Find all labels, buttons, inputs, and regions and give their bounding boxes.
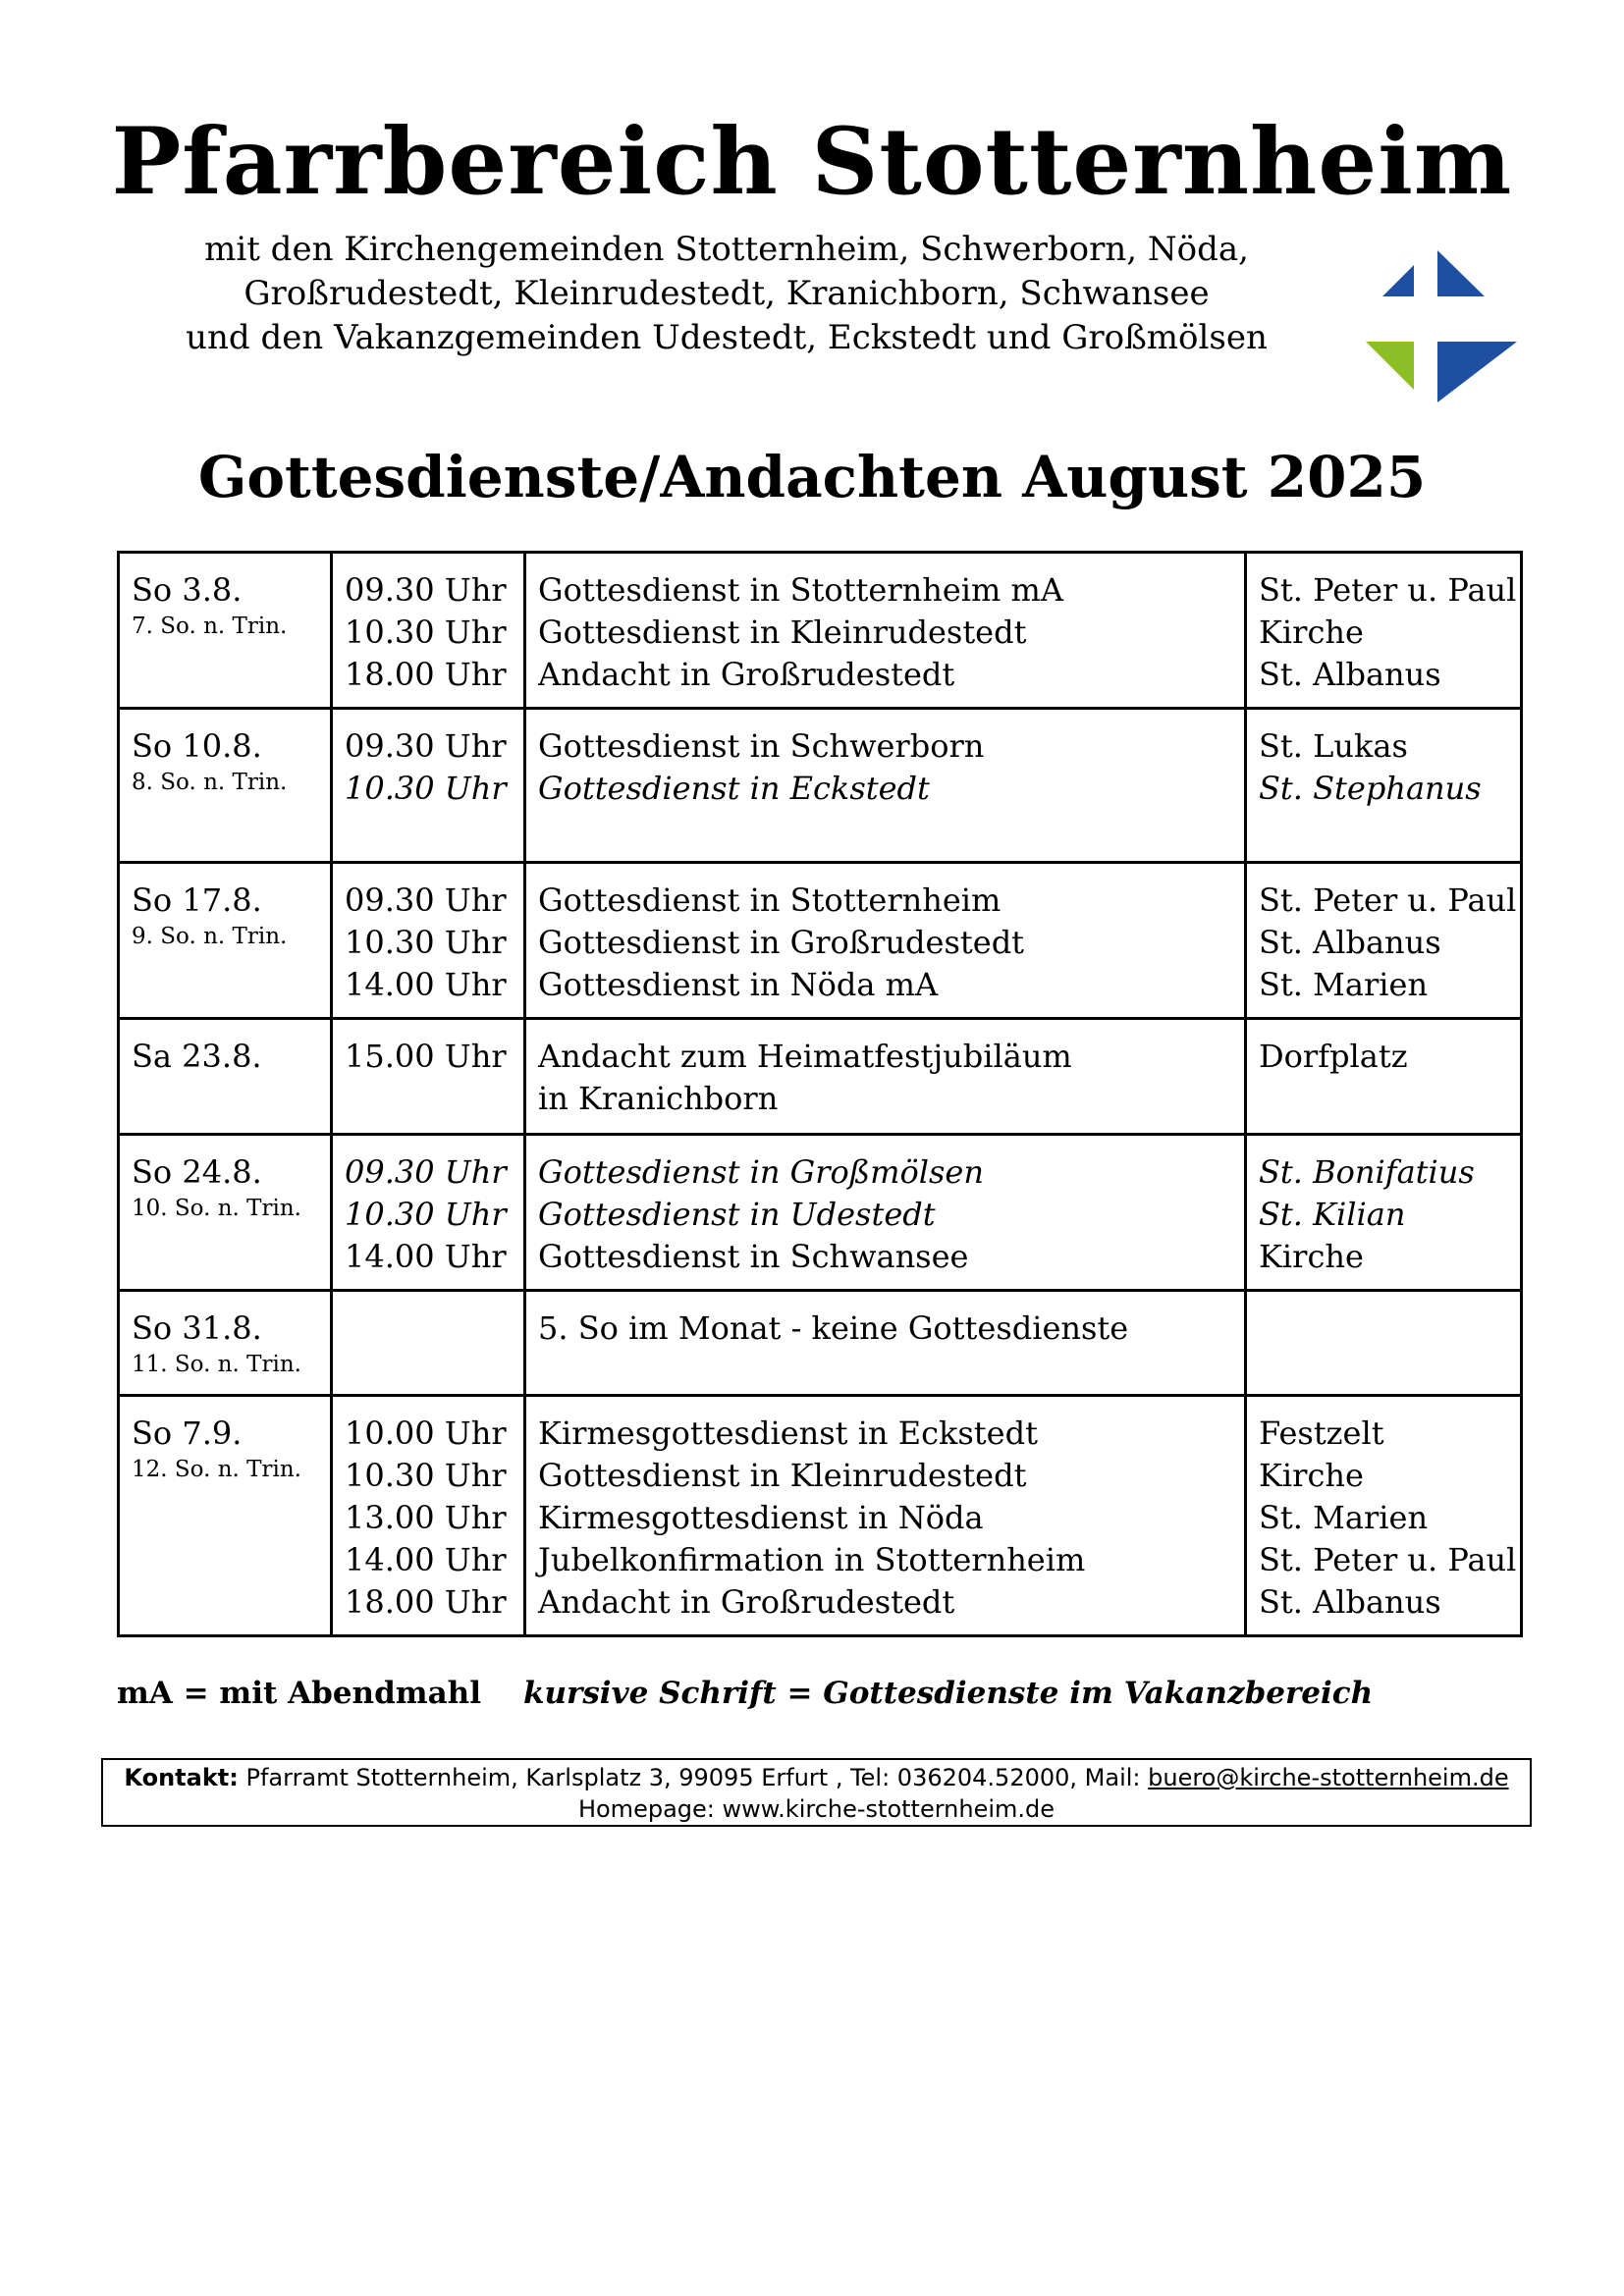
date-cell [119,863,332,1019]
service-location [1259,1308,1508,1350]
time-cell [332,1291,525,1396]
page-title: Pfarrbereich Stotternheim [111,108,1513,216]
time-cell [332,1019,525,1135]
event-cell [525,863,1246,1019]
service-location: St. Bonifatius [1259,1153,1475,1191]
service-event: Kirmesgottesdienst in Eckstedt [538,1415,1038,1452]
contact-text: Pfarramt Stotternheim, Karlsplatz 3, 99095 Erfurt , Tel: 036204.52000, Mail: [238,1764,1149,1791]
service-time: 13.00 Uhr [345,1499,507,1536]
service-time: 15.00 Uhr [345,1038,507,1075]
service-event: Kirmesgottesdienst in Nöda [538,1499,984,1536]
church-cross-logo-icon [1363,245,1522,402]
service-location: St. Marien [1259,966,1429,1003]
event-cell [525,1396,1246,1636]
liturgical-sunday: 12. So. n. Trin. [132,1457,301,1482]
subtitle-line: mit den Kirchengemeinden Stotternheim, Schwerborn, Nöda, [204,230,1249,269]
logo-green-left [1366,342,1414,390]
logo-blue-top-left [1382,265,1414,296]
service-time: 10.30 Uhr [345,1457,507,1494]
service-time: 09.30 Uhr [345,571,507,609]
service-time: 09.30 Uhr [345,1153,507,1191]
table-row [119,1135,1522,1291]
date-cell [119,1019,332,1135]
service-event: Gottesdienst in Udestedt [538,1196,936,1233]
service-date: Sa 23.8. [132,1038,262,1075]
location-cell [1246,1019,1522,1135]
service-location [1259,1078,1508,1120]
location-cell [1246,553,1522,709]
time-cell [332,1396,525,1636]
service-event: Gottesdienst in Großrudestedt [538,924,1025,961]
service-time: 10.30 Uhr [345,924,507,961]
liturgical-sunday: 8. So. n. Trin. [132,770,288,795]
date-cell [119,1135,332,1291]
contact-label: Kontakt: [124,1764,239,1791]
subtitle-line: Großrudestedt, Kleinrudestedt, Kranichborn, Schwansee [244,274,1210,313]
service-event: in Kranichborn [538,1080,779,1117]
time-cell [332,863,525,1019]
service-event: Andacht in Großrudestedt [538,656,955,693]
event-cell [525,1135,1246,1291]
contact-box [101,1758,1532,1827]
service-time: 14.00 Uhr [345,1238,507,1275]
service-event: Andacht zum Heimatfestjubiläum [538,1038,1072,1075]
service-time: 09.30 Uhr [345,727,507,765]
date-cell [119,1396,332,1636]
contact-email-link[interactable]: buero@kirche-stotternheim.de [1148,1764,1509,1791]
location-cell [1246,1135,1522,1291]
table-row [119,1291,1522,1396]
service-location: St. Peter u. Paul [1259,881,1517,919]
time-cell [332,709,525,863]
contact-homepage: Homepage: www.kirche-stotternheim.de [577,1795,1056,1823]
service-location: St. Stephanus [1259,770,1482,807]
location-cell [1246,709,1522,863]
time-cell [332,553,525,709]
logo-blue-bottom-right [1437,342,1517,402]
service-location: Kirche [1259,1457,1364,1494]
contact-line [103,1762,1530,1793]
service-event: Andacht in Großrudestedt [538,1583,955,1621]
service-event: Gottesdienst in Stotternheim mA [538,571,1063,609]
service-time: 09.30 Uhr [345,881,507,919]
service-location: Festzelt [1259,1415,1384,1452]
service-time: 14.00 Uhr [345,1541,507,1578]
event-cell [525,1019,1246,1135]
logo-blue-top-right [1437,250,1485,296]
service-location: Kirche [1259,614,1364,651]
service-event: Gottesdienst in Eckstedt [538,770,930,807]
service-location: St. Albanus [1259,1583,1441,1621]
service-location: St. Kilian [1259,1196,1406,1233]
service-event: 5. So im Monat - keine Gottesdienste [538,1309,1129,1347]
service-date: So 10.8. [132,727,262,765]
service-date: So 17.8. [132,881,262,919]
service-location: St. Marien [1259,1499,1429,1536]
service-event: Gottesdienst in Nöda mA [538,966,939,1003]
service-event: Jubelkonfirmation in Stotternheim [538,1541,1086,1578]
subtitle [118,228,1335,360]
service-date: So 7.9. [132,1415,243,1452]
service-time [345,1308,512,1350]
schedule-heading: Gottesdienste/Andachten August 2025 [197,444,1427,510]
service-location: Dorfplatz [1259,1038,1408,1075]
legend [117,1669,1520,1718]
event-cell [525,709,1246,863]
table-row [119,553,1522,709]
table-row [119,709,1522,863]
service-time: 10.00 Uhr [345,1415,507,1452]
service-location: St. Peter u. Paul [1259,571,1517,609]
legend-italic-note: kursive Schrift = Gottesdienste im Vakanzbereich [523,1676,1374,1711]
location-cell [1246,863,1522,1019]
date-cell [119,1291,332,1396]
service-event: Gottesdienst in Kleinrudestedt [538,614,1027,651]
event-cell [525,1291,1246,1396]
service-time [345,1078,512,1120]
service-event: Gottesdienst in Schwansee [538,1238,969,1275]
service-event: Gottesdienst in Großmölsen [538,1153,984,1191]
service-time: 18.00 Uhr [345,1583,507,1621]
service-location: St. Albanus [1259,656,1441,693]
service-time: 10.30 Uhr [345,770,507,807]
service-schedule-table [117,551,1523,1637]
service-time: 10.30 Uhr [345,1196,507,1233]
liturgical-sunday: 9. So. n. Trin. [132,924,288,949]
service-location: St. Lukas [1259,727,1408,765]
date-cell [119,709,332,863]
location-cell [1246,1291,1522,1396]
subtitle-line: und den Vakanzgemeinden Udestedt, Eckstedt und Großmölsen [186,318,1268,357]
location-cell [1246,1396,1522,1636]
service-time: 10.30 Uhr [345,614,507,651]
service-event: Gottesdienst in Stotternheim [538,881,1001,919]
date-cell [119,553,332,709]
legend-abendmahl: mA = mit Abendmahl [117,1676,481,1711]
service-location: St. Albanus [1259,924,1441,961]
liturgical-sunday: 10. So. n. Trin. [132,1196,301,1221]
liturgical-sunday: 7. So. n. Trin. [132,614,288,639]
service-time: 18.00 Uhr [345,656,507,693]
time-cell [332,1135,525,1291]
service-date: So 24.8. [132,1153,262,1191]
service-location: St. Peter u. Paul [1259,1541,1517,1578]
service-time: 14.00 Uhr [345,966,507,1003]
service-date: So 31.8. [132,1309,262,1347]
service-location: Kirche [1259,1238,1364,1275]
liturgical-sunday: 11. So. n. Trin. [132,1352,301,1377]
table-row [119,863,1522,1019]
service-event: Gottesdienst in Schwerborn [538,727,985,765]
event-cell [525,553,1246,709]
service-date: So 3.8. [132,571,243,609]
table-row [119,1019,1522,1135]
table-row [119,1396,1522,1636]
service-event: Gottesdienst in Kleinrudestedt [538,1457,1027,1494]
